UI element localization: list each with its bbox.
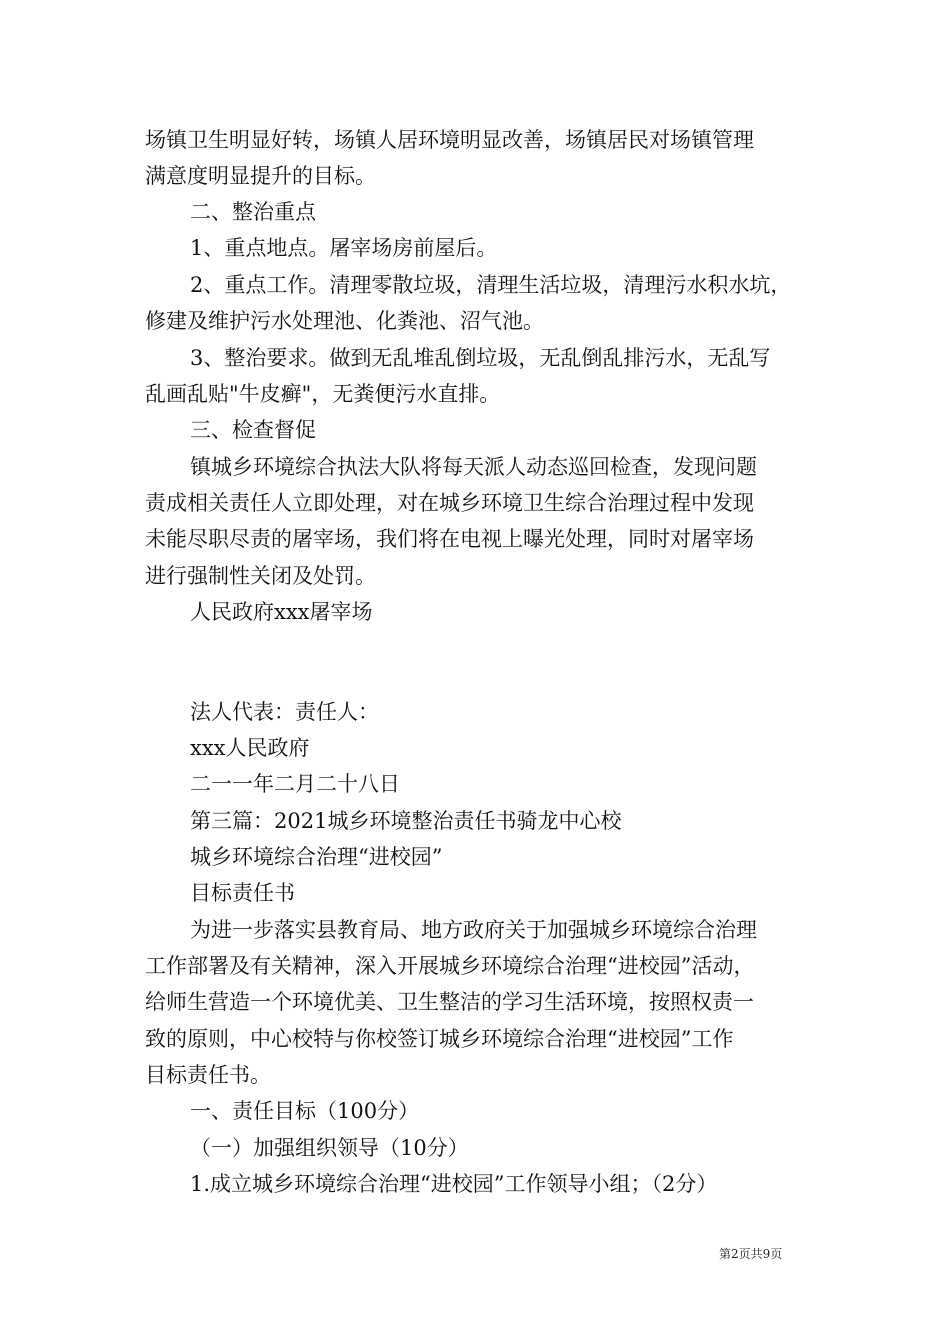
text-line: 满意度明显提升的目标。 — [145, 164, 376, 188]
signature-line: 法人代表：责任人： — [190, 700, 379, 724]
page-number: 第2页共9页 — [719, 1247, 783, 1261]
section-heading: 二、整治重点 — [190, 200, 316, 224]
signature-line: 人民政府xxx屠宰场 — [190, 600, 373, 624]
text-line: 修建及维护污水处理池、化粪池、沼气池。 — [145, 309, 544, 333]
chapter-subtitle: 城乡环境综合治理“进校园” — [190, 845, 443, 869]
chapter-subtitle: 目标责任书 — [190, 881, 295, 905]
date-line: 二一一年二月二十八日 — [190, 772, 400, 796]
text-line: 3、整治要求。做到无乱堆乱倒垃圾，无乱倒乱排污水，无乱写 — [190, 346, 771, 370]
text-line: 未能尽职尽责的屠宰场，我们将在电视上曝光处理，同时对屠宰场 — [145, 527, 754, 551]
section-heading: 三、检查督促 — [190, 418, 316, 442]
text-line: 镇城乡环境综合执法大队将每天派人动态巡回检查，发现问题 — [190, 455, 757, 479]
text-line: 致的原则，中心校特与你校签订城乡环境综合治理“进校园”工作 — [145, 1027, 734, 1051]
sub-heading: （一）加强组织领导（10分） — [190, 1136, 469, 1160]
text-line: 乱画乱贴"牛皮癣"，无粪便污水直排。 — [145, 382, 501, 406]
text-line: 给师生营造一个环境优美、卫生整洁的学习生活环境，按照权责一 — [145, 990, 754, 1014]
text-line: 为进一步落实县教育局、地方政府关于加强城乡环境综合治理 — [190, 918, 757, 942]
text-line: 进行强制性关闭及处罚。 — [145, 564, 376, 588]
section-heading: 一、责任目标（100分） — [190, 1099, 420, 1123]
signature-line: xxx人民政府 — [190, 736, 310, 760]
text-line: 责成相关责任人立即处理，对在城乡环境卫生综合治理过程中发现 — [145, 491, 754, 515]
text-line: 场镇卫生明显好转，场镇人居环境明显改善，场镇居民对场镇管理 — [145, 128, 754, 152]
text-line: 工作部署及有关精神，深入开展城乡环境综合治理“进校园”活动， — [145, 954, 755, 978]
text-line: 目标责任书。 — [145, 1063, 271, 1087]
text-line: 1.成立城乡环境综合治理“进校园”工作领导小组；（2分） — [190, 1172, 718, 1196]
chapter-title: 第三篇：2021城乡环境整治责任书骑龙中心校 — [190, 809, 622, 833]
text-line: 2、重点工作。清理零散垃圾，清理生活垃圾，清理污水积水坑， — [190, 273, 792, 297]
text-line: 1、重点地点。屠宰场房前屋后。 — [190, 236, 498, 260]
